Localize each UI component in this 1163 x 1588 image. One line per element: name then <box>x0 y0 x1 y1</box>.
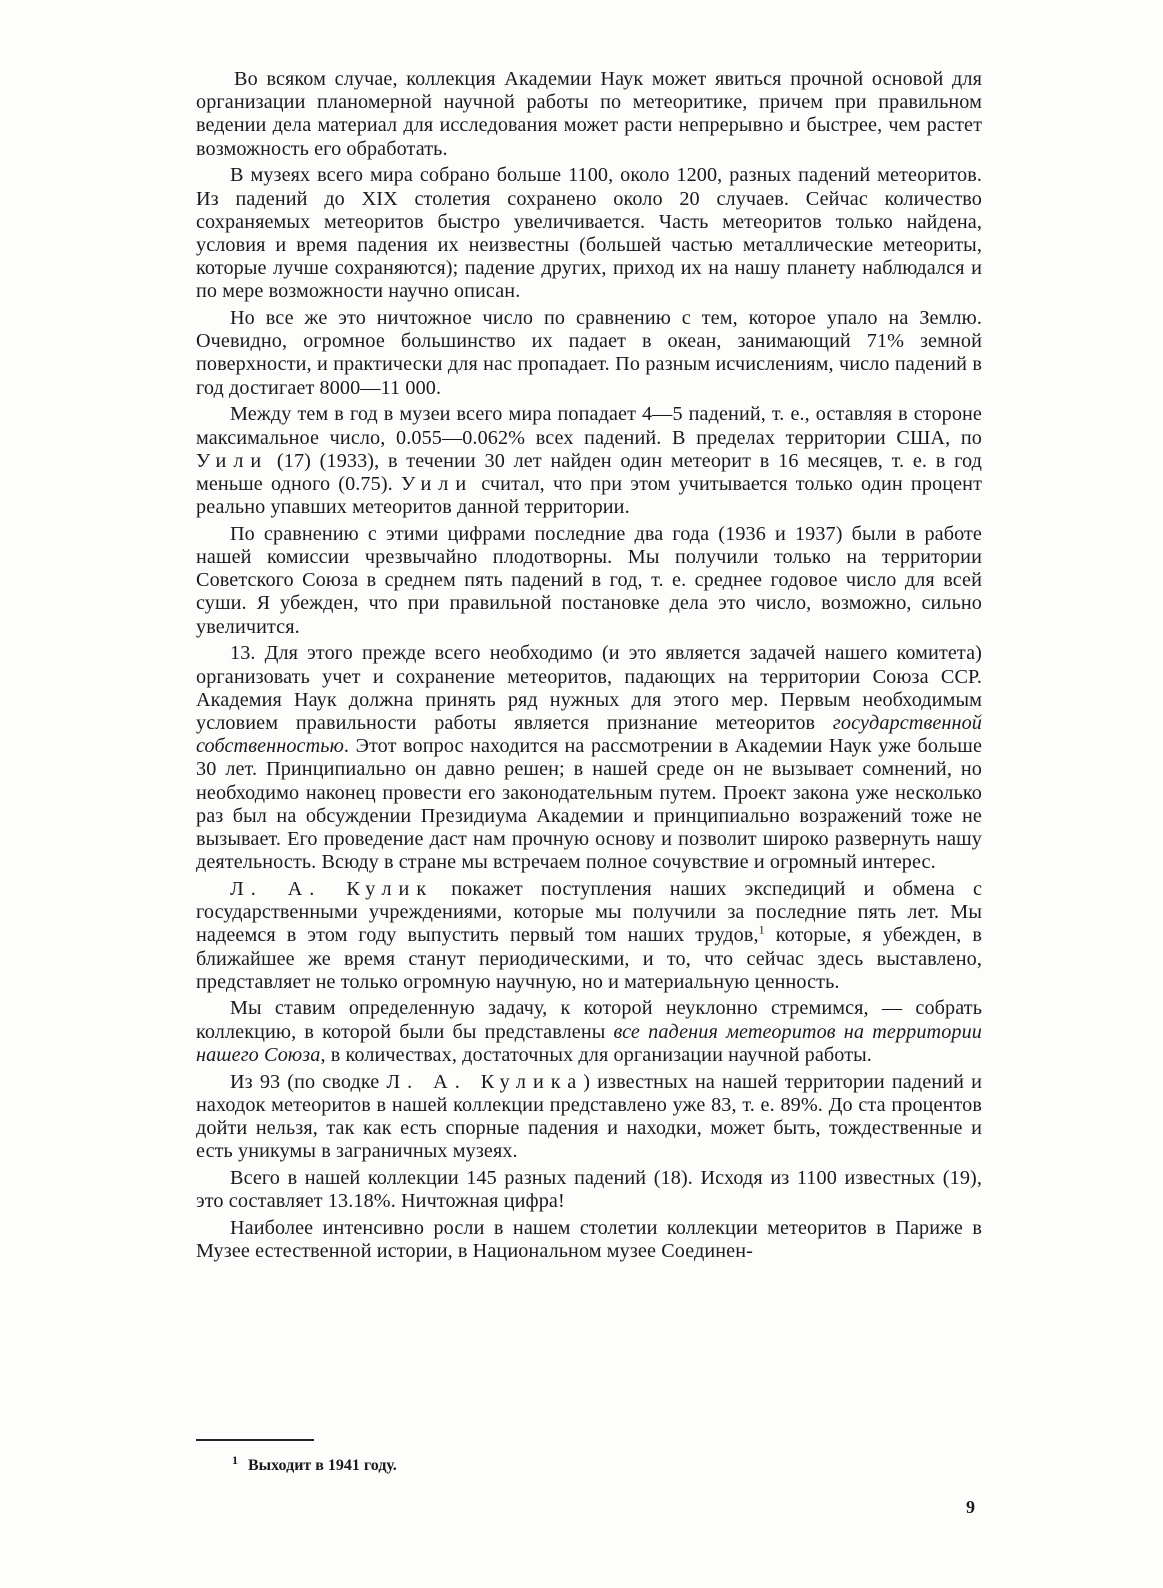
author-name-kulik: Л. А. Кулик <box>230 877 434 900</box>
paragraph-8-text-a: Мы ставим определенную задачу, к которой неуклонно стремимся, — собрать коллекцию, в которой были бы представлены <box>196 997 982 1043</box>
body-text <box>196 68 982 1267</box>
paragraph-1: Во всяком случае, коллекция Академии Наук может явиться прочной основой для организации планомерной научной работы по метеоритике, причем при правильном ведении дела материал для исследования может расти непрерывно и быстрее, чем растет возможность его обработать. <box>196 68 982 160</box>
paragraph-7-text-b: которые, я убежден, в ближайшее же время станут периодическими, и то, что сейчас здесь выставлено, представляет не только огромную научную, но и материальную ценность. <box>196 924 982 993</box>
paragraph-4-text-a: Между тем в год в музеи всего мира попадает 4—5 падений, т. е., оставляя в стороне максимальное число, 0.055—0.062% всех падений. В пределах территории США, по <box>196 403 982 449</box>
footnote <box>232 1452 397 1476</box>
emphasis-all-falls: все падения метеоритов на территории нашего Союза <box>196 1020 982 1066</box>
author-name-kulika: Л. А. Кулика <box>386 1070 584 1093</box>
paragraph-7 <box>196 878 982 994</box>
paragraph-11: Наиболее интенсивно росли в нашем столетии коллекции метеоритов в Париже в Музее естественной истории, в Национальном музее Соединен- <box>196 1216 982 1262</box>
footnote-text: Выходит в 1941 году. <box>248 1457 397 1474</box>
paragraph-6 <box>196 642 982 874</box>
paragraph-9-text-a: Из 93 (по сводке <box>230 1070 387 1093</box>
paragraph-9 <box>196 1071 982 1164</box>
paragraph-4-text-b: (17) (1933), в течении 30 лет найден один метеорит в 16 месяцев, т. е. в год меньше одного (0.75). <box>196 449 982 495</box>
paragraph-3: Но все же это ничтожное число по сравнению с тем, которое упало на Землю. Очевидно, огромное большинство их падает в океан, занимающий 71% земной поверхности, и практически для нас пропадает. По разным исчислениям, число падений в год достигает 8000—11 000. <box>196 307 982 399</box>
paragraph-7-text-a: покажет поступления наших экспедиций и обмена с государственными учреждениями, которые мы получили за последние пять лет. Мы надеемся в этом году выпустить первый том наших трудов, <box>196 877 983 947</box>
paragraph-5: По сравнению с этими цифрами последние два года (1936 и 1937) были в работе нашей комиссии чрезвычайно плодотворны. Мы получили только на территории Советского Союза в среднем пять падений в год, т. е. среднее годовое число для всей суши. Я убежден, что при правильной постановке дела это число, возможно, сильно увеличится. <box>196 522 982 638</box>
paragraph-4 <box>196 403 982 519</box>
author-name-wiley: Уили <box>196 449 269 472</box>
footnote-reference: 1 <box>758 922 765 937</box>
paragraph-10: Всего в нашей коллекции 145 разных падений (18). Исходя из 1100 известных (19), это составляет 13.18%. Ничтожная цифра! <box>196 1166 982 1213</box>
page-number: 9 <box>966 1497 975 1517</box>
footnote-divider <box>196 1439 314 1441</box>
paragraph-6-text-a: 13. Для этого прежде всего необходимо (и это является задачей нашего комитета) организовать учет и сохранение метеоритов, падающих на территории Союза ССР. Академия Наук должна принять ряд нужных для этого мер. Первым необходимым условием правильности работы является признание метеоритов <box>196 642 982 734</box>
author-name-wiley-2: Уили <box>400 472 474 495</box>
paragraph-2: В музеях всего мира собрано больше 1100, около 1200, разных падений метеоритов. Из падений до XIX столетия сохранено около 20 случаев. Сейчас количество сохраняемых метеоритов быстро увеличивается. Часть метеоритов только найдена, условия и время падения их неизвестны (большей частью металлические метеориты, которые лучше сохраняются); падение других, приход их на нашу планету наблюдался и по мере возможности научно описан. <box>196 164 982 303</box>
paragraph-8-text-b: , в количествах, достаточных для организации научной работы. <box>320 1043 872 1066</box>
paragraph-8 <box>196 997 982 1067</box>
paragraph-9-text-b: ) известных на нашей территории падений и находок метеоритов в нашей коллекции представлено уже 83, т. е. 89%. До ста процентов дойти нельзя, так как есть спорные падения и находки, может быть, тождественные и есть уникумы в заграничных музеях. <box>196 1070 982 1163</box>
paragraph-4-text-c: считал, что при этом учитывается только один процент реально упавших метеоритов данной территории. <box>196 472 983 519</box>
emphasis-state-property: государственной собственностью <box>196 711 982 758</box>
footnote-marker: 1 <box>232 1452 238 1467</box>
paragraph-6-text-b: . Этот вопрос находится на рассмотрении в Академии Наук уже больше 30 лет. Принципиально он давно решен; в нашей среде он не вызывает сомнений, но необходимо наконец провести его законодательным путем. Проект закона уже несколько раз был на обсуждении Президиума Академии и принципиально возражений тоже не вызывает. Его проведение даст нам прочную основу и позволит широко развернуть нашу деятельность. Всюду в стране мы встречаем полное сочувствие и огромный интерес. <box>196 735 982 874</box>
